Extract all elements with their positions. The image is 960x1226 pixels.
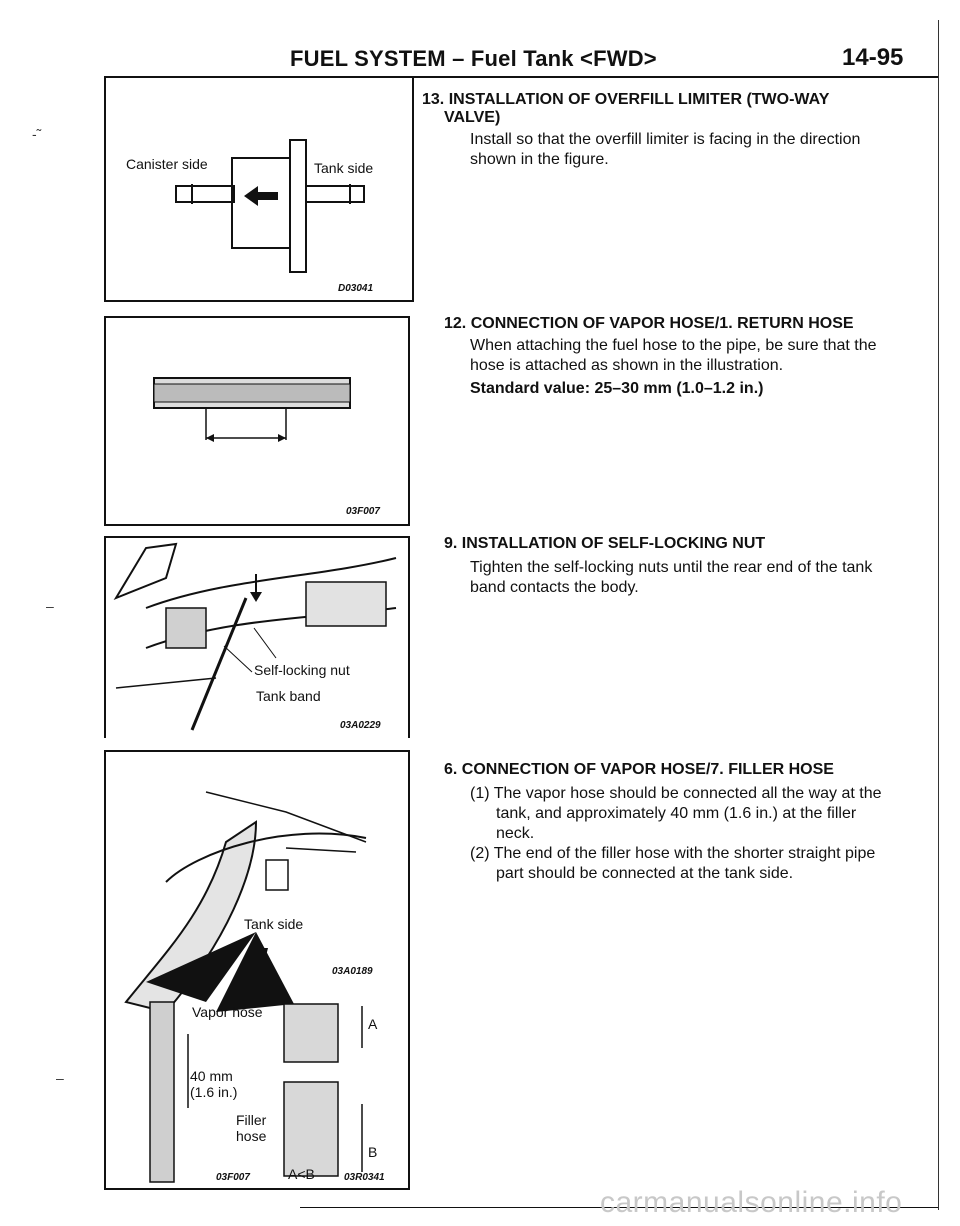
label-dim-in: (1.6 in.) xyxy=(190,1084,238,1100)
arrow-left-icon xyxy=(244,186,278,206)
tank-band-illustration xyxy=(106,538,408,738)
arrow-down-icon xyxy=(250,592,262,602)
page-number: 14-95 xyxy=(842,44,904,71)
section-13-body: Install so that the overfill limiter is facing in the direction xyxy=(470,131,861,148)
page-title: FUEL SYSTEM – Fuel Tank <FWD> xyxy=(290,46,657,71)
section-6-item-1: (1) The vapor hose should be connected all the way at the xyxy=(470,785,882,802)
label-relation: A<B xyxy=(288,1166,315,1182)
label-hose: hose xyxy=(236,1128,267,1144)
section-12-title: 12. CONNECTION OF VAPOR HOSE/1. RETURN HOSE xyxy=(444,315,854,332)
label-dim-mm: 40 mm xyxy=(190,1068,233,1084)
label-tank-side: Tank side xyxy=(314,160,374,176)
section-9-body-cont: band contacts the body. xyxy=(470,579,639,596)
figure-code: 03R0341 xyxy=(344,1172,385,1183)
figure-code: D03041 xyxy=(338,283,374,294)
margin-mark: – xyxy=(46,598,54,614)
label-self-locking-nut: Self-locking nut xyxy=(254,662,350,678)
figure-code: 03F007 xyxy=(216,1172,250,1183)
label-a: A xyxy=(368,1016,378,1032)
hose-pipe-illustration xyxy=(106,318,408,524)
section-9-title: 9. INSTALLATION OF SELF-LOCKING NUT xyxy=(444,535,766,552)
section-6-title: 6. CONNECTION OF VAPOR HOSE/7. FILLER HOSE xyxy=(444,761,834,778)
section-13-body-cont: shown in the figure. xyxy=(470,151,609,168)
section-12-body: When attaching the fuel hose to the pipe, be sure that the xyxy=(470,337,877,354)
figure-code: 03F007 xyxy=(346,506,380,517)
section-6-item-1-cont: tank, and approximately 40 mm (1.6 in.) at the filler xyxy=(496,805,857,822)
label-tank-side: Tank side xyxy=(244,916,304,932)
section-12-body-cont: hose is attached as shown in the illustration. xyxy=(470,357,784,374)
right-margin-rule xyxy=(938,20,939,1210)
figure-code: 03A0229 xyxy=(340,720,381,731)
section-9-body: Tighten the self-locking nuts until the rear end of the tank xyxy=(470,559,873,576)
section-13-title: 13. INSTALLATION OF OVERFILL LIMITER (TWO-WAY xyxy=(422,91,830,108)
margin-mark: -˜ xyxy=(32,126,42,142)
figure-self-locking-nut xyxy=(104,536,410,738)
label-vapor-hose: Vapor hose xyxy=(192,1004,263,1020)
figure-hose-connection xyxy=(104,316,410,526)
figure-code: 03A0189 xyxy=(332,966,373,977)
figure-vapor-filler-hose xyxy=(104,750,410,1190)
section-6-item-1-cont2: neck. xyxy=(496,825,535,842)
valve-illustration xyxy=(106,78,412,300)
standard-value: Standard value: 25–30 mm (1.0–1.2 in.) xyxy=(470,380,764,397)
label-tank-band: Tank band xyxy=(256,688,321,704)
section-6-item-2: (2) The end of the filler hose with the shorter straight pipe xyxy=(470,845,876,862)
figure-overfill-limiter xyxy=(104,78,414,302)
label-filler: Filler xyxy=(236,1112,267,1128)
label-canister-side: Canister side xyxy=(126,156,208,172)
section-6-item-2-cont: part should be connected at the tank side. xyxy=(496,865,794,882)
margin-mark: – xyxy=(56,1070,64,1086)
label-b: B xyxy=(368,1144,378,1160)
watermark: carmanualsonline.info xyxy=(600,1186,903,1219)
section-13-title-cont: VALVE) xyxy=(444,109,501,126)
